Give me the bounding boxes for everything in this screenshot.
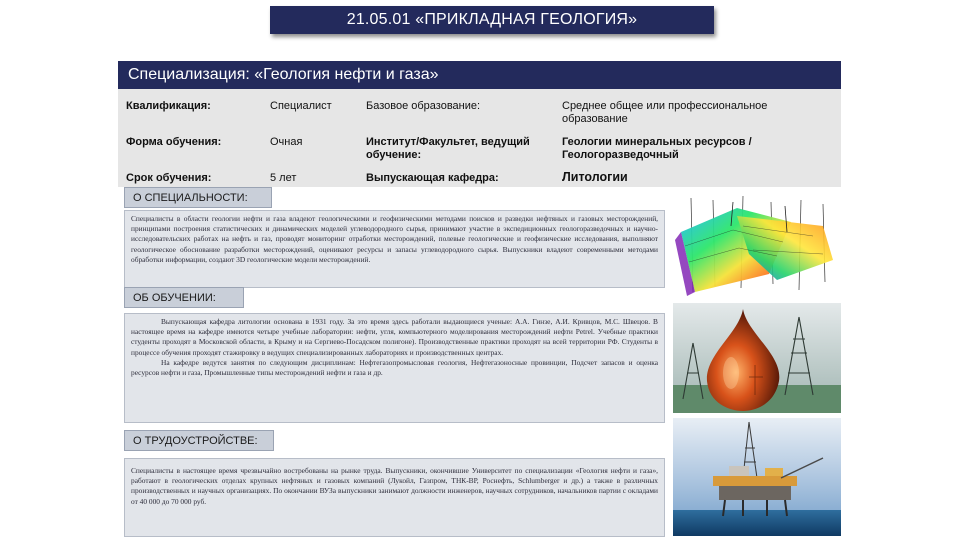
3d-geological-model-image [673, 196, 841, 300]
about-study-text-box [124, 313, 665, 423]
about-study-heading [124, 287, 244, 308]
page-title-banner [270, 6, 714, 34]
about-specialty-heading [124, 187, 272, 208]
offshore-platform-image [673, 418, 841, 536]
department-label: Выпускающая кафедра: [366, 172, 499, 184]
base-education-value: Среднее общее или профессиональное образование [562, 100, 768, 125]
study-form-value: Очная [270, 136, 303, 148]
about-specialty-heading-text: О СПЕЦИАЛЬНОСТИ: [133, 191, 248, 204]
oil-drop-image [673, 303, 841, 413]
about-specialty-text: Специалисты в области геологии нефти и газа владеют геологическими и геофизическими методами поисков и разведки нефтяных и газовых месторождений, принципами построения статистических и динамических моделей углеводородного сырья, принимают участие в экспедиционных геологоразведочных и научно-исследовательских работах на нефть и газ, проводят мониторинг отработки месторождений, полевые геологические и геофизические исследования, выполняют геологическое обоснование разработки месторождений, оценивают ресурсы и запасы углеводородного сырья. Выпускники владеют современными методами обработки информации, создают 3D геологические модели месторождений. [131, 214, 658, 264]
about-specialty-text-box [124, 210, 665, 288]
duration-label: Срок обучения: [126, 172, 212, 184]
study-form-label: Форма обучения: [126, 136, 222, 148]
about-study-text-1: Выпускающая кафедра литологии основана в 1931 году. За это время здесь работали выдающиеся ученые: А.А. Гинзе, А.И. Кривцов, М.С. Швецов. В настоящее время на кафедре имеются четыре учебные лаборатории: нефти, угля, компьютерного моделирования месторождений нефти Petrel. Учебные практики студенты проходят в Московской области, в Крыму и на Сергиево-Посадском полигоне). Производственные практики проходят на всей территории РФ. Студенты в процессе обучения проходят стажировку в ведущих специализированных лабораториях и производственных центрах. [131, 317, 658, 357]
page-title: 21.05.01 «ПРИКЛАДНАЯ ГЕОЛОГИЯ» [346, 11, 638, 28]
specialization-bar [118, 61, 841, 89]
about-study-text-2: На кафедре ведутся занятия по следующим дисциплинам: Нефтегазопромысловая геология, Нефтегазоносные провинции, Подсчет запасов и оценка ресурсов нефти и газа, Промышленные типы месторождений нефти и газа и др. [131, 357, 658, 378]
specialization-title: Специализация: «Геология нефти и газа» [128, 66, 439, 83]
department-value: Литологии [562, 170, 628, 184]
base-education-label: Базовое образование: [366, 100, 481, 112]
about-study-heading-text: ОБ ОБУЧЕНИИ: [133, 291, 216, 304]
employment-text: Специалисты в настоящее время чрезвычайно востребованы на рынке труда. Выпускники, окончившие Университет по специализации «Геология нефти и газа», работают в геологических отделах крупных нефтяных и газовых компаний (Лукойл, Газпром, ТНК-ВР, Роснефть, Schlumberger и др.) а также в различных производственных и научных организациях. По окончании ВУЗа выпускники занимают должности инженеров, научных сотрудников, начальников партии с окладами от 40 000 до 70 000 руб. [131, 466, 658, 506]
employment-heading [124, 430, 274, 451]
institute-label: Институт/Факультет, ведущий обучение: [366, 136, 530, 161]
employment-text-box [124, 458, 665, 537]
employment-heading-text: О ТРУДОУСТРОЙСТВЕ: [133, 434, 258, 447]
duration-value: 5 лет [270, 172, 297, 184]
qualification-label: Квалификация: [126, 100, 211, 112]
qualification-value: Специалист [270, 100, 332, 112]
program-info-table [118, 89, 841, 187]
institute-value: Геологии минеральных ресурсов / Геологоразведочный [562, 136, 752, 161]
